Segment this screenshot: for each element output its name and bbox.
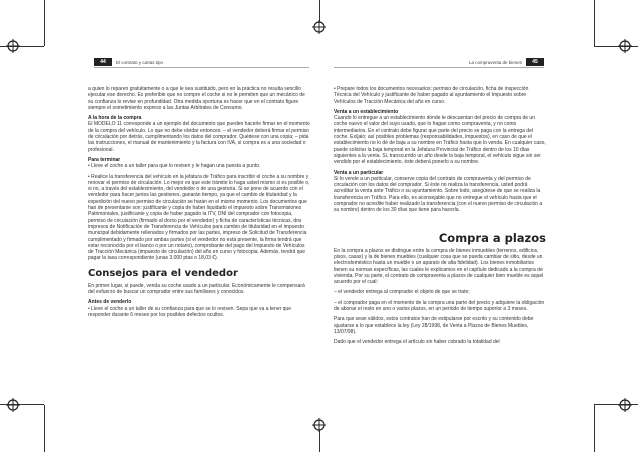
paragraph: Si lo vende a un particular, conserve copia del contrato de compraventa y del permiso de circulación con los datos del comprador. Si éste no realiza la transferencia, usted podrá acreditar la venta ante Tráfico o su ayuntamiento. Sobre todo, asegúrese de que se realiza la transferencia en Tráfico. Para ello, es aconsejable que no entregue el vehículo hasta que el comprador no acredite haber realizado la transferencia (con el nuevo permiso de circulación a su nombre) dentro de los 30 días que tiene para hacerla. [334, 175, 543, 214]
registration-mark-icon [618, 39, 632, 53]
header-rule [94, 67, 309, 68]
paragraph: Dado que el vendedor entrega el artículo sin haber cobrado la totalidad del [334, 339, 500, 346]
crop-mark [594, 405, 595, 452]
right-running-header [450, 58, 544, 66]
paragraph: • Prepare todos los documentos necesarios: permiso de circulación, ficha de inspección Técnica del Vehículo y justificante de haber pagado al ayuntamiento el Impuesto sobre Vehículos de Tracción Mecánica del año en curso. [334, 86, 529, 105]
registration-mark-icon [6, 39, 20, 53]
paragraph: Cuando lo entregue a un establecimiento donde le descuentan del precio de compra de un coche nuevo el valor del suyo usado, que lo hagan como compraventa, y no como intermediarios. En el contrato debe figurar que parte del precio se paga con la entrega del coche. Exíjalo; así posibles problemas (responsabilidades, impuestos), en caso de que el establecimiento no lo dé de baja a su nombre en Tráfico hasta que lo venda. En cualquier caso, puede solicitar la baja temporal en la Jefatura Provincial de Tráfico dentro de los 10 días siguientes a la venta. Si, transcurrido un año desde la baja temporal, el vehículo sigue sin ser vendido por el establecimiento, éste deberá ponerlo a su nombre. [334, 115, 546, 166]
left-page-body [88, 86, 310, 322]
paragraph: • Lleve el coche a un taller para que lo revisen y le hagan una puesta a punto. [88, 163, 261, 170]
paragraph: – el vendedor entrega al comprador el objeto de que se trate; [334, 289, 470, 296]
paragraph: El MODELO 11 corresponde a un ejemplo del documento que pueden hacerle firmar en el momento de la compra del vehículo. Lo que no debe olvidar entonces: – el vendedor deberá firmar el permiso de circulación por detrás, cumplimentando los datos del comprador. Quédese con una copia; – pida las instrucciones, el manual de mantenimiento y la factura con IVA, si compra es a una sociedad o profesional. [88, 121, 310, 153]
header-rule [334, 67, 544, 68]
running-head: La compraventa de bienes [468, 59, 522, 65]
paragraph: Para que sean válidos, estos contratos han de estipularse por escrito y su contenido debe ajustarse a lo que establece la ley (Ley 28/1998, de Venta a Plazos de Bienes Muebles, 13/07/98). [334, 316, 534, 335]
section-heading: A la hora de la compra [88, 115, 142, 122]
paragraph: • Lleve el coche a un taller de su confianza para que se lo revisen. Sepa que va a tener que responder durante 6 meses por los posibles defectos ocultos. [88, 305, 291, 318]
crop-mark [594, 0, 595, 46]
chapter-heading: Consejos para el vendedor [88, 267, 238, 279]
left-running-header [94, 58, 163, 66]
crop-mark [44, 0, 45, 46]
registration-mark-icon [312, 20, 326, 34]
crop-mark [44, 405, 45, 452]
chapter-heading: Compra a plazos [438, 230, 546, 245]
crop-mark [319, 0, 320, 22]
paragraph: En primer lugar, si puede, venda su coche usado a un particular. Económicamente le compensará del esfuerzo de buscar un comprador entre sus familiares y conocidos. [88, 282, 305, 296]
section-heading: Venta a un particular [334, 169, 384, 176]
running-head: El contrato y cartas tipo [116, 59, 164, 65]
paragraph: – el comprador paga en el momento de la compra una parte del precio y adquiere la obligación de abonar el resto en uno o varios plazos, en un periodo de tiempo superior a 3 meses. [334, 299, 545, 313]
section-heading: Venta a un establecimiento [334, 108, 399, 115]
section-heading: Antes de venderlo [88, 299, 132, 306]
page-number: 44 [94, 58, 112, 66]
registration-mark-icon [6, 398, 20, 412]
crop-mark [319, 430, 320, 452]
paragraph: En la compra a plazos se distingue entre la compra de bienes inmuebles (terrenos, edificios, pisos, casas) y la de bienes muebles (cualquier cosa que se pueda cambiar de sitio, desde un electrodoméstico hasta un mueble o un aparato de alta fidelidad). Los bienes inmobiliarios tienen su normas específicas, las cuales le explicamos en el capítulo dedicado a la compra de vivienda. Por su parte, el contrato de compraventa a plazos de cualquier bien mueble es aquel acuerdo por el cual: [334, 247, 544, 286]
registration-mark-icon [312, 418, 326, 432]
paragraph: a quien lo reparen gratuitamente o a que le sea sustituido, pero en la práctica no resulta sencillo ejecutar ese derecho. Es preferible que no compre el coche si no le permiten que un mecánico de su confianza lo revise en profundidad. Otra medida oportuna es hacer que en el contrato figure siempre el sometimiento expreso a las Juntas Arbitrales de Consumo. [88, 86, 305, 111]
page-number: 45 [526, 58, 544, 66]
registration-mark-icon [618, 398, 632, 412]
section-heading: Para terminar [88, 156, 121, 163]
right-page-body [334, 86, 546, 350]
paragraph: • Realice la transferencia del vehículo en la jefatura de Tráfico para inscribir el coche a su nombre y renovar el permiso de circulación. Lo mejor es que este trámite lo haga usted mismo si es posible o, si no, a través del establecimiento, del vendedor o de una gestoría. Si se pone de acuerdo con el vendedor para hacer juntos las gestiones, ganarán tiempo, ya que el cambio de titularidad y la expedición del nuevo permiso de circulación se harán en el mismo momento. Los documentos que han de presentarse son: justificante y copia de haber liquidado el impuesto sobre Transmisiones Patrimoniales, justificante y copia de haber pagado la ITV, DNI del comprador con fotocopia, permiso de circulación (firmado al dorso por el vendedor) y ficha de características técnicas, dos impresos de Notificación de Transferencia de Vehículos para cambio de titularidad en el impuesto municipal debidamente rellenados y firmados por las partes, impreso de Solicitud de Transferencia cumplimentado y firmado por ambas partes (si el vendedor no está presente, la firma tendrá que estar reconocida por el banco o por un notario), comprobante del pago del Impuesto de Vehículos de Tracción Mecánica (impuesto de circulación) del año en curso y fotocopia. Además, tendrá que pagar la tasa correspondiente (unas 3.000 ptas o 18,03 €). [88, 173, 310, 262]
